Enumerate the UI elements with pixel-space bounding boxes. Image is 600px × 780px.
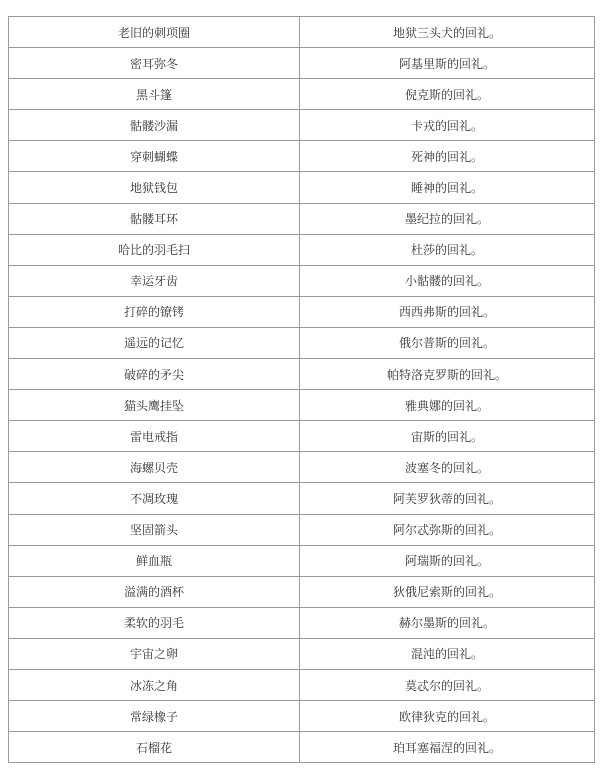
item-name-cell: 老旧的刺项圈 [9, 17, 300, 48]
table-row [9, 359, 595, 390]
gift-source-cell: 倪克斯的回礼。 [300, 79, 595, 110]
gift-source-cell: 地狱三头犬的回礼。 [300, 17, 595, 48]
gift-source-cell: 阿尔忒弥斯的回礼。 [300, 514, 595, 545]
table-row [9, 607, 595, 638]
table-row [9, 296, 595, 327]
table-row [9, 234, 595, 265]
item-name-cell: 不凋玫瑰 [9, 483, 300, 514]
table-row [9, 79, 595, 110]
table-row [9, 110, 595, 141]
gift-source-cell: 阿芙罗狄蒂的回礼。 [300, 483, 595, 514]
item-name-cell: 宇宙之卵 [9, 638, 300, 669]
table-row [9, 576, 595, 607]
gift-source-cell: 波塞冬的回礼。 [300, 452, 595, 483]
table-row [9, 17, 595, 48]
item-name-cell: 柔软的羽毛 [9, 607, 300, 638]
gift-source-cell: 小骷髅的回礼。 [300, 265, 595, 296]
gift-source-cell: 睡神的回礼。 [300, 172, 595, 203]
item-name-cell: 骷髅沙漏 [9, 110, 300, 141]
item-name-cell: 穿刺蝴蝶 [9, 141, 300, 172]
gift-source-cell: 杜莎的回礼。 [300, 234, 595, 265]
table-row [9, 732, 595, 763]
item-name-cell: 溢满的酒杯 [9, 576, 300, 607]
item-name-cell: 破碎的矛尖 [9, 359, 300, 390]
gift-source-cell: 阿基里斯的回礼。 [300, 48, 595, 79]
item-name-cell: 雷电戒指 [9, 421, 300, 452]
table-row [9, 48, 595, 79]
item-name-cell: 冰冻之角 [9, 669, 300, 700]
gift-table-body [9, 17, 595, 763]
item-name-cell: 哈比的羽毛扫 [9, 234, 300, 265]
gift-source-cell: 混沌的回礼。 [300, 638, 595, 669]
gift-source-cell: 雅典娜的回礼。 [300, 390, 595, 421]
gift-source-cell: 墨纪拉的回礼。 [300, 203, 595, 234]
gift-source-cell: 俄尔普斯的回礼。 [300, 327, 595, 358]
gift-source-cell: 赫尔墨斯的回礼。 [300, 607, 595, 638]
item-name-cell: 坚固箭头 [9, 514, 300, 545]
item-name-cell: 海螺贝壳 [9, 452, 300, 483]
table-row [9, 669, 595, 700]
item-name-cell: 打碎的镣铐 [9, 296, 300, 327]
gift-source-cell: 欧律狄克的回礼。 [300, 701, 595, 732]
table-row [9, 701, 595, 732]
item-name-cell: 密耳弥冬 [9, 48, 300, 79]
item-name-cell: 骷髅耳环 [9, 203, 300, 234]
gift-source-cell: 珀耳塞福涅的回礼。 [300, 732, 595, 763]
item-name-cell: 遥远的记忆 [9, 327, 300, 358]
item-name-cell: 常绿橡子 [9, 701, 300, 732]
gift-source-cell: 帕特洛克罗斯的回礼。 [300, 359, 595, 390]
table-row [9, 172, 595, 203]
table-row [9, 203, 595, 234]
item-name-cell: 幸运牙齿 [9, 265, 300, 296]
item-name-cell: 黑斗篷 [9, 79, 300, 110]
gift-source-cell: 宙斯的回礼。 [300, 421, 595, 452]
gift-source-cell: 西西弗斯的回礼。 [300, 296, 595, 327]
table-row [9, 421, 595, 452]
item-name-cell: 石榴花 [9, 732, 300, 763]
gift-table [8, 16, 595, 763]
gift-source-cell: 莫忒尔的回礼。 [300, 669, 595, 700]
item-name-cell: 地狱钱包 [9, 172, 300, 203]
item-name-cell: 猫头鹰挂坠 [9, 390, 300, 421]
table-row [9, 265, 595, 296]
table-row [9, 483, 595, 514]
table-row [9, 638, 595, 669]
table-row [9, 390, 595, 421]
gift-source-cell: 死神的回礼。 [300, 141, 595, 172]
gift-source-cell: 狄俄尼索斯的回礼。 [300, 576, 595, 607]
table-row [9, 452, 595, 483]
table-row [9, 327, 595, 358]
table-row [9, 514, 595, 545]
gift-table-container [8, 16, 592, 763]
table-row [9, 141, 595, 172]
gift-source-cell: 卡戎的回礼。 [300, 110, 595, 141]
table-row [9, 545, 595, 576]
gift-source-cell: 阿瑞斯的回礼。 [300, 545, 595, 576]
item-name-cell: 鲜血瓶 [9, 545, 300, 576]
